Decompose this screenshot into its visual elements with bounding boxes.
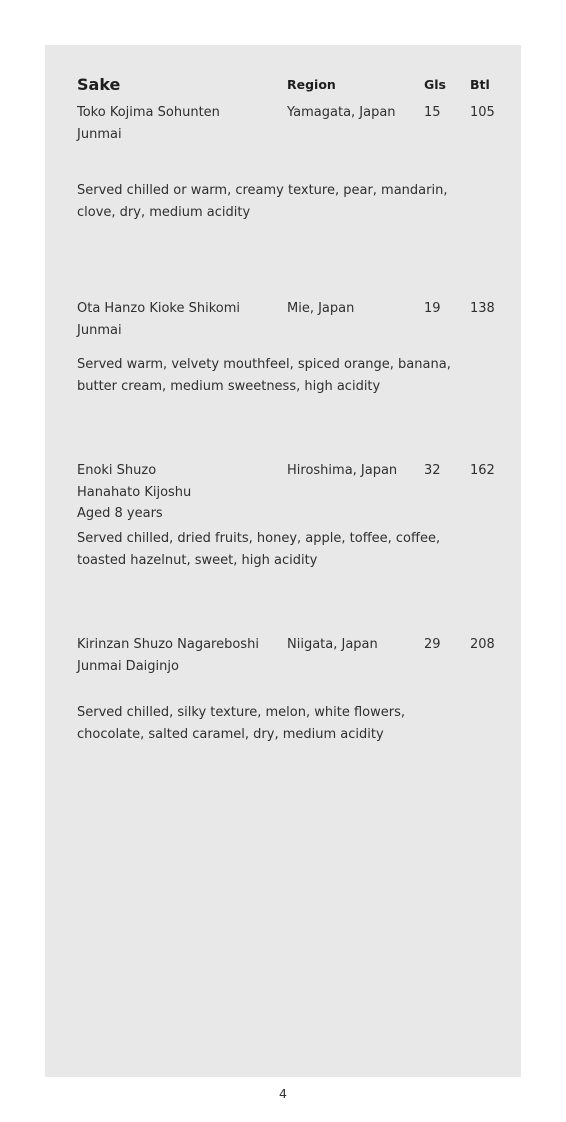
sake-name	[77, 298, 277, 341]
sake-region: Niigata, Japan	[287, 637, 378, 652]
sake-glass-price: 15	[424, 105, 441, 120]
description-line: clove, dry, medium acidity	[77, 204, 251, 220]
sake-bottle-price: 138	[470, 301, 495, 316]
sake-glass-price: 19	[424, 301, 441, 316]
sake-name	[77, 634, 277, 677]
sake-name-line: Kirinzan Shuzo Nagareboshi	[77, 637, 259, 652]
description-line: chocolate, salted caramel, dry, medium acidity	[77, 726, 384, 742]
sake-name-line: Junmai Daiginjo	[77, 658, 179, 674]
sake-name-line: Toko Kojima Sohunten	[77, 105, 220, 120]
sake-name	[77, 460, 277, 525]
sake-region: Hiroshima, Japan	[287, 463, 398, 478]
sake-description	[77, 702, 477, 745]
sake-name-line: Aged 8 years	[77, 506, 163, 521]
header-region: Region	[287, 77, 336, 92]
sake-name-line: Enoki Shuzo	[77, 463, 157, 478]
sake-name	[77, 102, 277, 145]
sake-name-line: Ota Hanzo Kioke Shikomi	[77, 301, 241, 316]
sake-description	[77, 354, 477, 397]
sake-bottle-price: 162	[470, 463, 495, 478]
sake-name-line: Junmai	[77, 322, 122, 338]
sake-name-line: Hanahato Kijoshu	[77, 484, 192, 500]
sake-bottle-price: 208	[470, 637, 495, 652]
sake-region: Mie, Japan	[287, 301, 355, 316]
sake-region: Yamagata, Japan	[287, 105, 396, 120]
header-sake: Sake	[77, 75, 121, 94]
description-line: Served chilled, silky texture, melon, white flowers,	[77, 705, 405, 720]
description-line: toasted hazelnut, sweet, high acidity	[77, 552, 318, 568]
description-line: butter cream, medium sweetness, high acidity	[77, 378, 381, 394]
sake-name-line: Junmai	[77, 126, 122, 142]
description-line: Served warm, velvety mouthfeel, spiced orange, banana,	[77, 357, 451, 372]
description-line: Served chilled, dried fruits, honey, apple, toffee, coffee,	[77, 531, 441, 546]
page-number: 4	[279, 1086, 287, 1101]
sake-description	[77, 528, 477, 571]
sake-bottle-price: 105	[470, 105, 495, 120]
sake-glass-price: 29	[424, 637, 441, 652]
description-line: Served chilled or warm, creamy texture, pear, mandarin,	[77, 183, 448, 198]
header-bottle: Btl	[470, 77, 490, 92]
header-glass: Gls	[424, 77, 446, 92]
sake-description	[77, 180, 477, 223]
menu-panel	[45, 45, 521, 1077]
sake-glass-price: 32	[424, 463, 441, 478]
